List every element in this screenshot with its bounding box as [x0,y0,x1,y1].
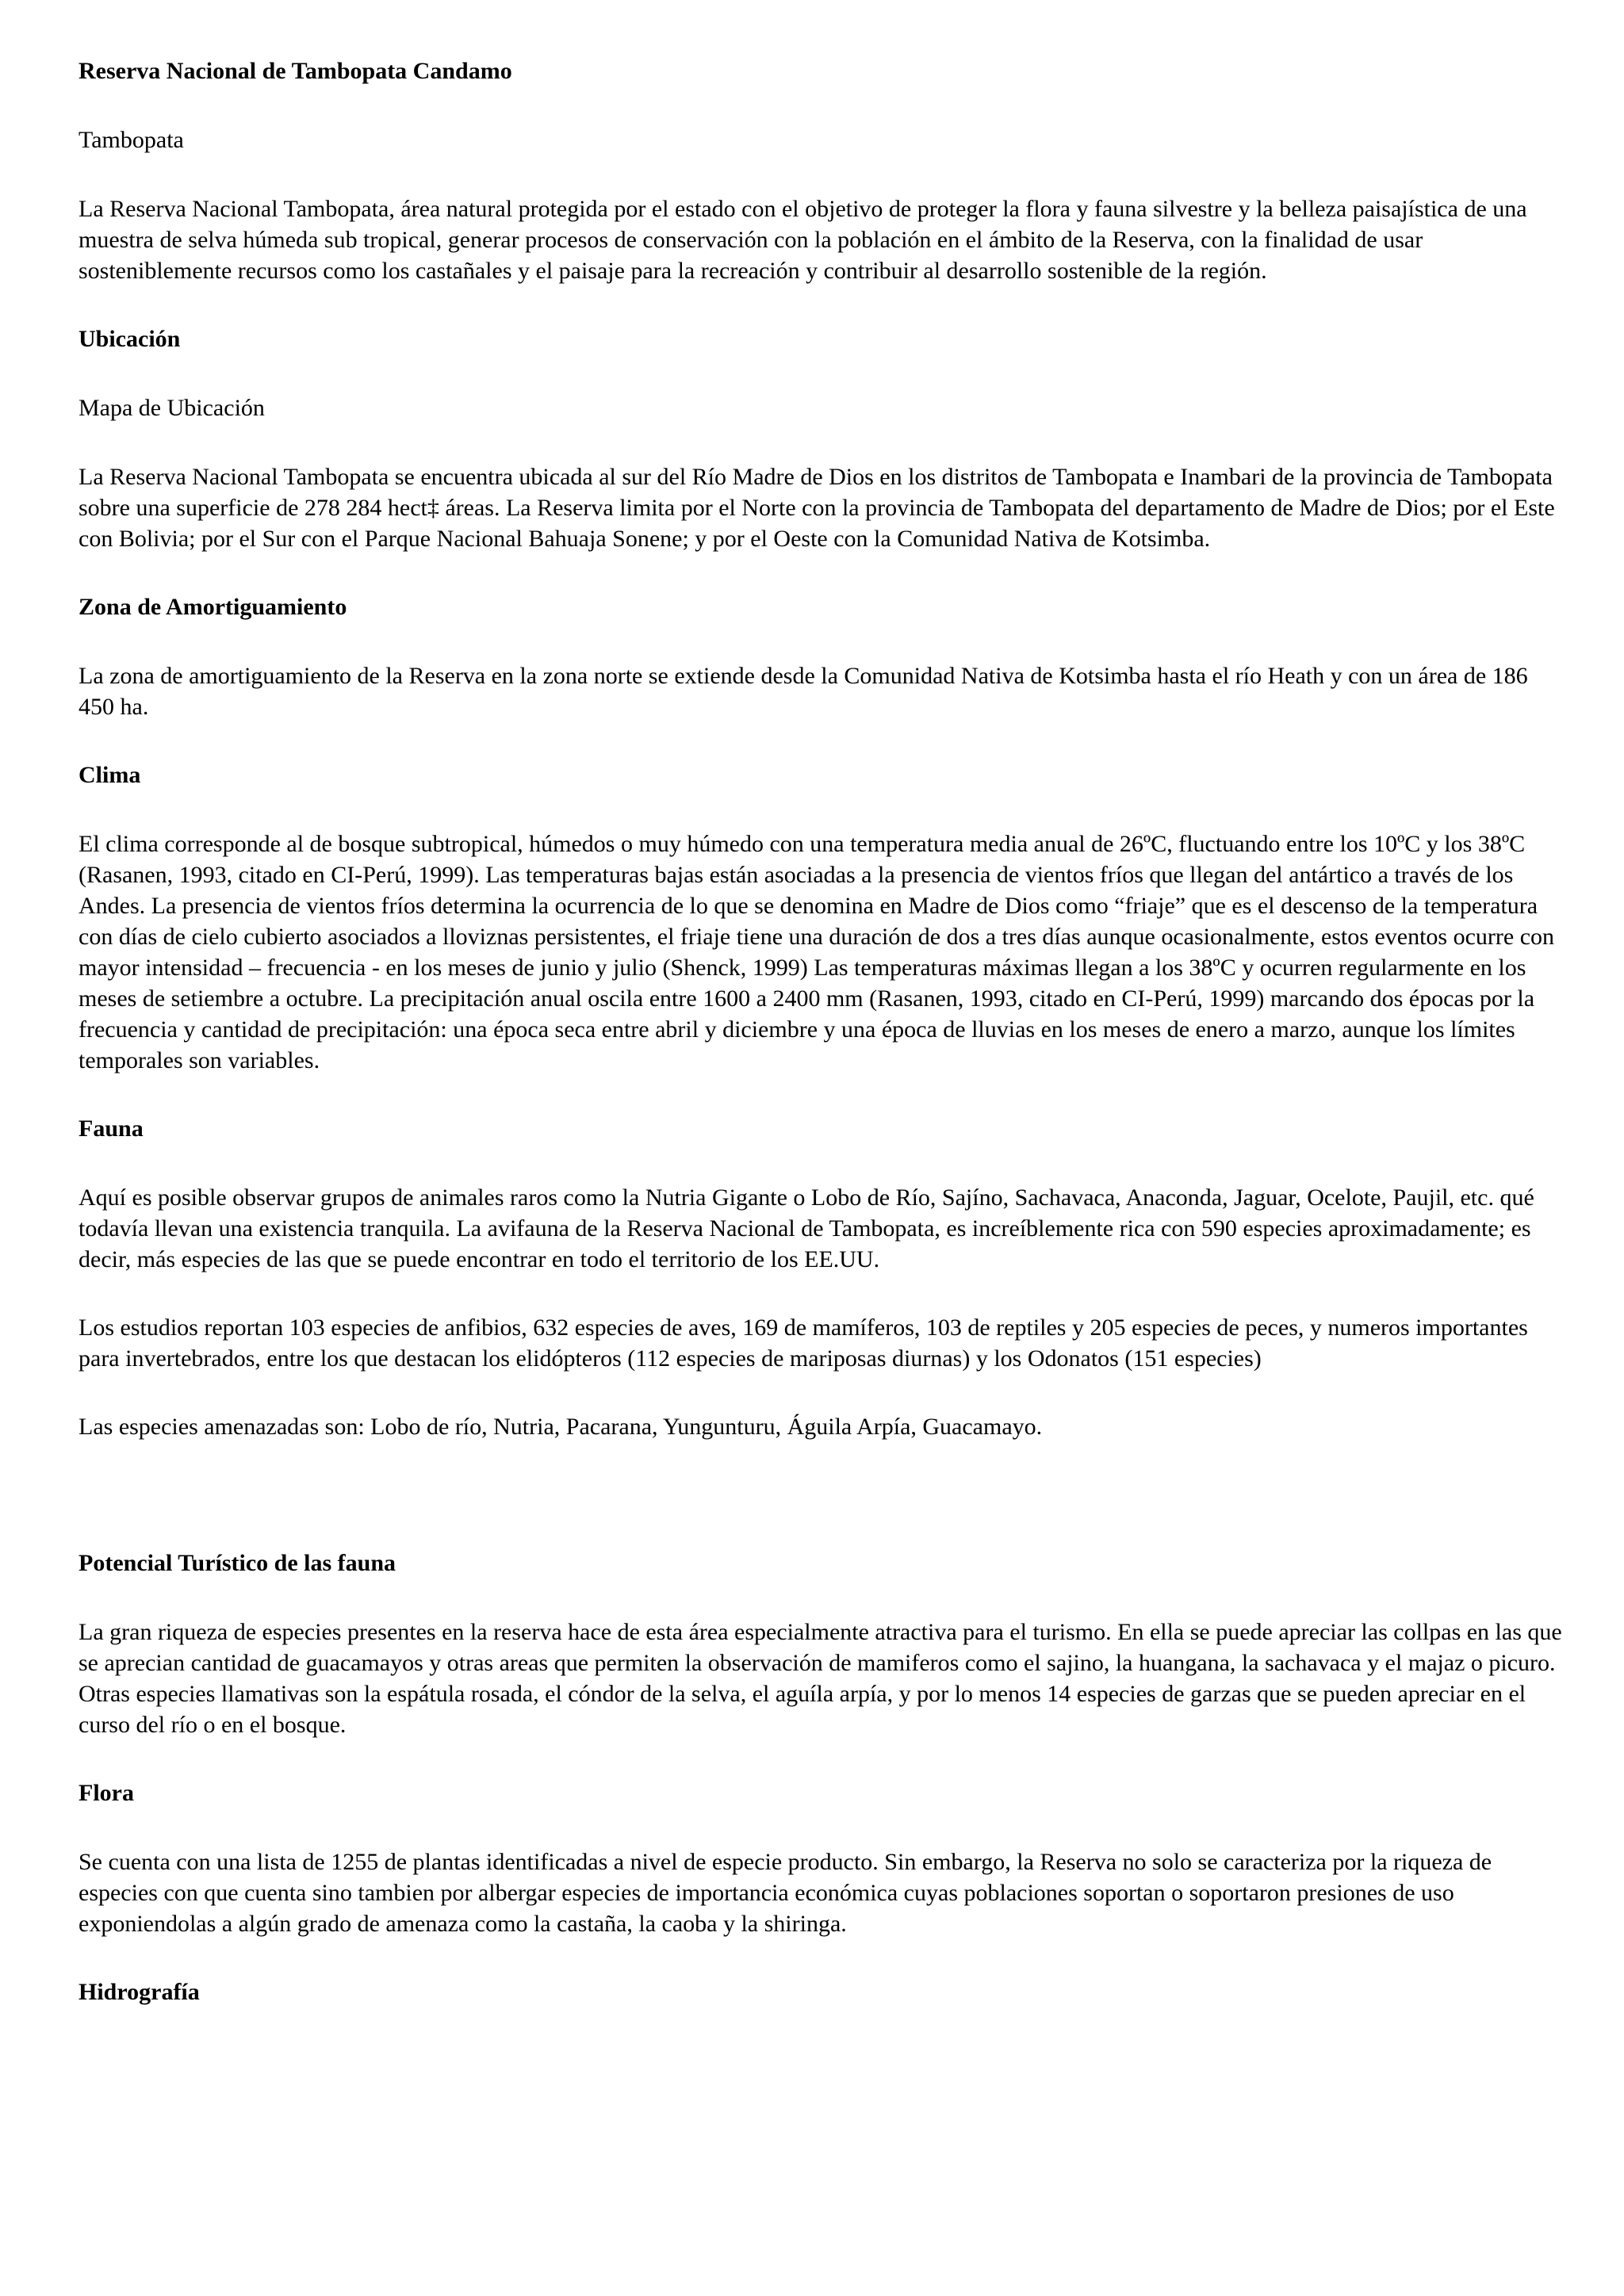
ubicacion-paragraph: La Reserva Nacional Tambopata se encuentra ubicada al sur del Río Madre de Dios en los distritos de Tambopata e Inambari de la provincia de Tambopata sobre una superficie de 278 284 hect‡ áreas. La Reserva limita por el Norte con la provincia de Tambopata del departamento de Madre de Dios; por el Este con Bolivia; por el Sur con el Parque Nacional Bahuaja Sonene; y por el Oeste con la Comunidad Nativa de Kotsimba. [79,464,1555,552]
document-subtitle: Tambopata [79,127,184,153]
fauna-paragraph: Aquí es posible observar grupos de animales raros como la Nutria Gigante o Lobo de Río, Sajíno, Sachavaca, Anaconda, Jaguar, Ocelote, Paujil, etc. qué todavía llevan una existencia tranquila. La avifauna de la Reserva Nacional de Tambopata, es increíblemente rica con 590 especies aproximadamente; es decir, más especies de las que se puede encontrar en todo el territorio de los EE.UU. [79,1184,1534,1272]
document-title: Reserva Nacional de Tambopata Candamo [79,58,512,84]
section-heading-clima: Clima [79,762,141,788]
section-heading-amortiguamiento: Zona de Amortiguamiento [79,594,347,620]
fauna-paragraph: Los estudios reportan 103 especies de anfibios, 632 especies de aves, 169 de mamíferos, 103 de reptiles y 205 especies de peces, y numeros importantes para invertebrados, entre los que destacan los elidópteros (112 especies de mariposas diurnas) y los Odonatos (151 especies) [79,1314,1528,1372]
fauna-paragraph: Las especies amenazadas son: Lobo de río, Nutria, Pacarana, Yungunturu, Águila Arpía, Guacamayo. [79,1414,1043,1440]
potencial-paragraph: La gran riqueza de especies presentes en la reserva hace de esta área especialmente atractiva para el turismo. En ella se puede apreciar las collpas en las que se aprecian cantidad de guacamayos y otras areas que permiten la observación de mamiferos como el sajino, la huangana, la sachavaca y el majaz o picuro. Otras especies llamativas son la espátula rosada, el cóndor de la selva, el aguíla arpía, y por lo menos 14 especies de garzas que se pueden apreciar en el curso del río o en el bosque. [79,1619,1562,1738]
intro-paragraph: La Reserva Nacional Tambopata, área natural protegida por el estado con el objetivo de proteger la flora y fauna silvestre y la belleza paisajística de una muestra de selva húmeda sub tropical, generar procesos de conservación con la población en el ámbito de la Reserva, con la finalidad de usar sosteniblemente recursos como los castañales y el paisaje para la recreación y contribuir al desarrollo sostenible de la región. [79,196,1527,284]
document-page [79,55,1569,2045]
section-heading-fauna: Fauna [79,1115,144,1142]
section-heading-flora: Flora [79,1780,134,1806]
section-heading-hidrografia: Hidrografía [79,1979,200,2005]
flora-paragraph: Se cuenta con una lista de 1255 de plantas identificadas a nivel de especie producto. Sin embargo, la Reserva no solo se caracteriza por la riqueza de especies con que cuenta sino tambien por albergar especies de importancia económica cuyas poblaciones soportan o soportaron presiones de uso exponiendolas a algún grado de amenaza como la castaña, la caoba y la shiringa. [79,1849,1492,1937]
map-caption: Mapa de Ubicación [79,395,265,421]
clima-paragraph: El clima corresponde al de bosque subtropical, húmedos o muy húmedo con una temperatura media anual de 26ºC, fluctuando entre los 10ºC y los 38ºC (Rasanen, 1993, citado en CI-Perú, 1999). Las temperaturas bajas están asociadas a la presencia de vientos fríos que llegan del antártico a través de los Andes. La presencia de vientos fríos determina la ocurrencia de lo que se denomina en Madre de Dios como “friaje” que es el descenso de la temperatura con días de cielo cubierto asociados a lloviznas persistentes, el friaje tiene una duración de dos a tres días aunque ocasionalmente, estos eventos ocurre con mayor intensidad – frecuencia - en los meses de junio y julio (Shenck, 1999) Las temperaturas máximas llegan a los 38ºC y ocurren regularmente en los meses de setiembre a octubre. La precipitación anual oscila entre 1600 a 2400 mm (Rasanen, 1993, citado en CI-Perú, 1999) marcando dos épocas por la frecuencia y cantidad de precipitación: una época seca entre abril y diciembre y una época de lluvias en los meses de enero a marzo, aunque los límites temporales son variables. [79,831,1555,1073]
amortiguamiento-paragraph: La zona de amortiguamiento de la Reserva en la zona norte se extiende desde la Comunidad Nativa de Kotsimba hasta el río Heath y con un área de 186 450 ha. [79,663,1528,720]
section-heading-potencial-turistico: Potencial Turístico de las fauna [79,1550,396,1576]
section-heading-ubicacion: Ubicación [79,326,181,352]
section-spacer [79,1479,1569,1548]
